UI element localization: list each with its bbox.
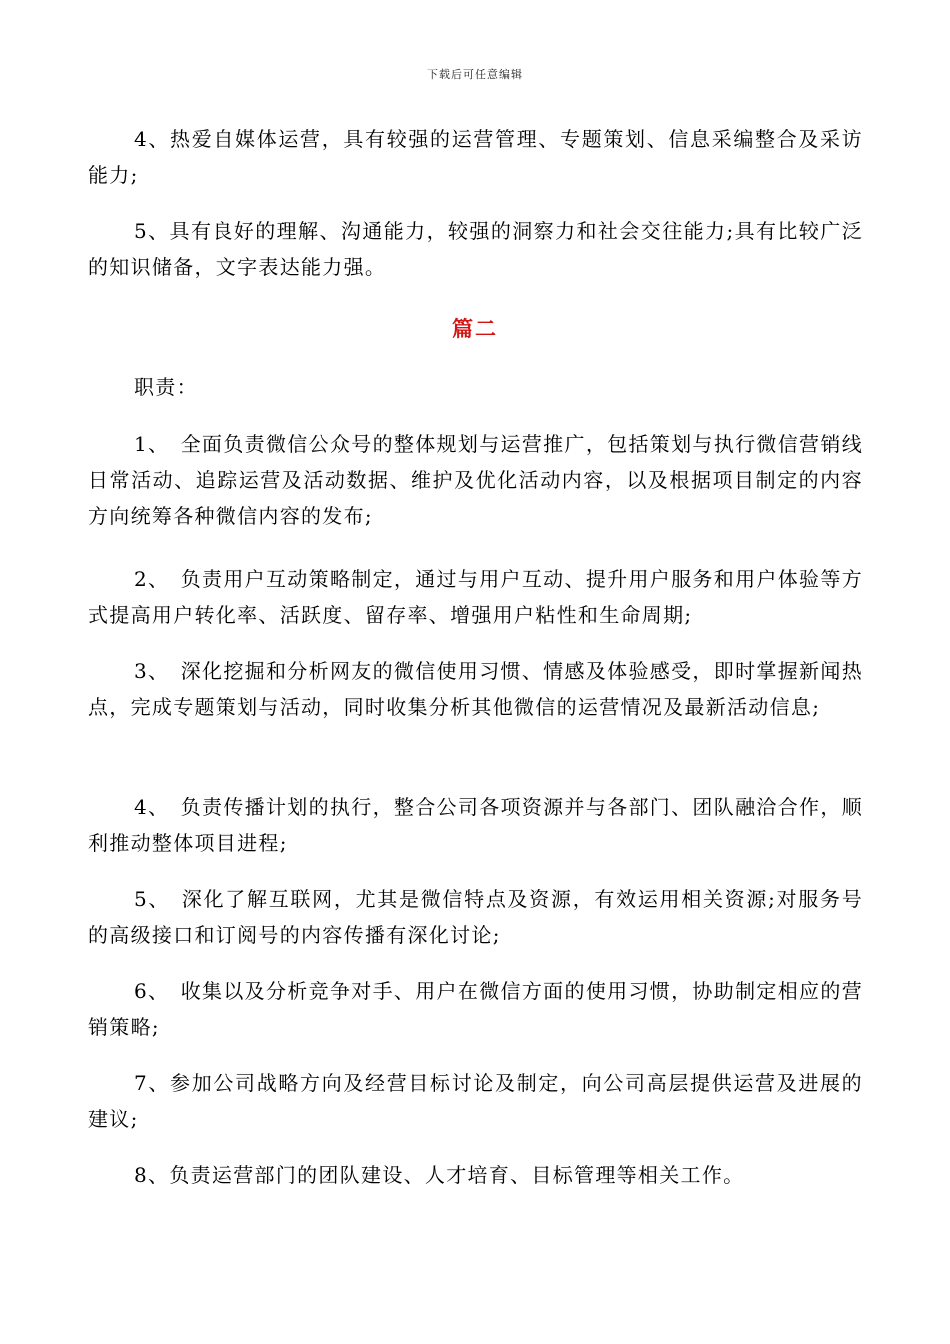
- duty-item-2: 2、 负责用户互动策略制定，通过与用户互动、提升用户服务和用户体验等方式提高用户转化率、活跃度、留存率、增强用户粘性和生命周期;: [88, 567, 863, 627]
- paragraph-item-5: 5、具有良好的理解、沟通能力，较强的洞察力和社会交往能力;具有比较广泛的知识储备，文字表达能力强。: [88, 219, 863, 279]
- duty-item-3: 3、 深化挖掘和分析网友的微信使用习惯、情感及体验感受，即时掌握新闻热点，完成专题策划与活动，同时收集分析其他微信的运营情况及最新活动信息;: [88, 659, 863, 719]
- duty-item-5: 5、 深化了解互联网，尤其是微信特点及资源，有效运用相关资源;对服务号的高级接口和订阅号的内容传播有深化讨论;: [88, 887, 863, 947]
- section-title: 篇二: [452, 317, 498, 341]
- duty-item-4: 4、 负责传播计划的执行，整合公司各项资源并与各部门、团队融洽合作，顺利推动整体项目进程;: [88, 795, 863, 855]
- duty-item-8: 8、负责运营部门的团队建设、人才培育、目标管理等相关工作。: [134, 1163, 745, 1187]
- header-note: 下载后可任意编辑: [427, 68, 523, 81]
- duties-label: 职责：: [134, 375, 198, 399]
- duty-item-6: 6、 收集以及分析竞争对手、用户在微信方面的使用习惯，协助制定相应的营销策略;: [88, 979, 863, 1039]
- duty-item-1: 1、 全面负责微信公众号的整体规划与运营推广，包括策划与执行微信营销线日常活动、追踪运营及活动数据、维护及优化活动内容，以及根据项目制定的内容方向统筹各种微信内容的发布;: [88, 432, 863, 528]
- duty-item-7: 7、参加公司战略方向及经营目标讨论及制定，向公司高层提供运营及进展的建议;: [88, 1071, 863, 1131]
- paragraph-item-4: 4、热爱自媒体运营，具有较强的运营管理、专题策划、信息采编整合及采访能力;: [88, 127, 863, 187]
